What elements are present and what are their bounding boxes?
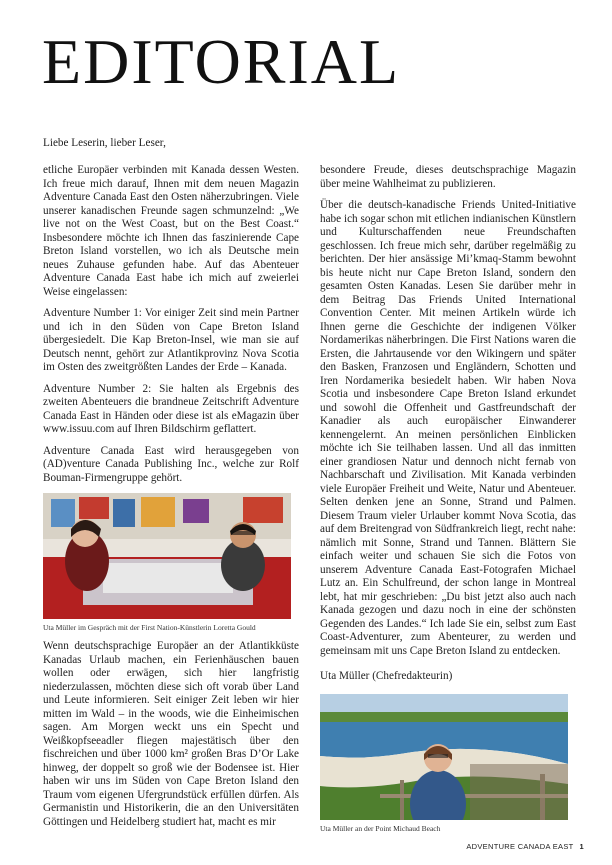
- paragraph: besondere Freude, dieses deutschsprachige Magazin über meine Wahlheimat zu publizieren.: [320, 164, 576, 190]
- left-column: [43, 164, 299, 837]
- beach-photo: [320, 694, 568, 820]
- magazine-name: ADVENTURE CANADA EAST: [466, 842, 574, 851]
- page-footer: [466, 842, 584, 851]
- salutation: Liebe Leserin, lieber Leser,: [43, 137, 166, 149]
- page-title: EDITORIAL: [42, 26, 401, 97]
- interview-photo: [43, 493, 291, 619]
- paragraph: Wenn deutschsprachige Europäer an der Atlantikküste Kanadas Urlaub machen, ein Ferienhäuschen bauen wollen oder erwägen, sich hier langfristig niederzulassen, möchten diese sich oft vorab über Land und Leute informieren. Seit einiger Zeit leben wir hier mitten im Wald – in the woods, wie die Einheimischen sagen. Am Morgen weckt uns ein Specht und Weißkopfseeadler fliegen majestätisch über den fischreichen und über 1000 km² großen Bras D’Or Lake hinweg, der doppelt so groß wie der Bodensee ist. Hier haben wir uns im Süden von Cape Breton Island den Traum vom eigenen Ufergrundstück erfüllen dürfen. Als Germanistin und Historikerin, die an den Universitäten Göttingen und Heidelberg studiert hat, macht es mir: [43, 640, 299, 828]
- photo-caption: Uta Müller im Gespräch mit der First Nation-Künstlerin Loretta Gould: [43, 623, 256, 632]
- paragraph: Adventure Number 2: Sie halten als Ergebnis des zweiten Abenteuers die brandneue Zeitschrift Adventure Canada East in Händen oder diese ist als eMagazin über www.issuu.com auf Ihren Bildschirm geflattert.: [43, 382, 299, 435]
- right-column: [320, 164, 576, 841]
- paragraph: Adventure Canada East wird herausgegeben von (AD)venture Canada Publishing Inc., welche zur Rolf Bouman-Firmengruppe gehört.: [43, 444, 299, 484]
- paragraph: Über die deutsch-kanadische Friends United-Initiative habe ich sogar schon mit etlichen indianischen Künstlern und Kulturschaffenden neue Freundschaften geschlossen. Ich freue mich sehr, darüber regelmäßig zu berichten. Der hier ansässige Mi’kmaq-Stamm bewohnt bis heute nicht nur Cape Breton Island, sondern den gesamten Osten Kanadas. Lesen Sie darüber mehr in dem Beitrag Das Friends United International Convention Center. Mit meinen Artikeln würde ich Ihnen gerne die Geschichte der indigenen Völker Nordamerikas näherbringen. Die First Nations waren die Ersten, die Jahrtausende vor den Wikingern und später den Basken, Franzosen und Engländern, Schotten und Iren Nordamerika besiedelt haben. Wir haben Nova Scotia und insbesondere Cape Breton Island erkundet und sowohl die Offenheit und Gastfreundschaft der Kanadier als auch europäischer Einwanderer kennengelernt. An meinen persönlichen Einblicken möchte ich Sie teilhaben lassen. Und all das inmitten einer grandiosen Natur und dennoch nicht fernab von Nachbarschaft und Zivilisation. Mit Kanada verbinden viele Europäer Freiheit und Weite, Natur und Abenteuer. Selten denken jene an Sonne, Strand und Palmen. Diesem Traum vieler Urlauber kommt Nova Scotia, das auf dem Breitengrad von Südfrankreich liegt, recht nahe: nämlich mit Sonne, Strand und Tannen. Blättern Sie einfach weiter und schauen Sie sich die Fotos von unserem Adventure Canada East-Fotografen Michael Lutz an. Ein Schulfreund, der schon lange in Montreal lebt, hat mir geschrieben: „Du bist jetzt also auch nach Kanada gezogen und dazu noch in eine der schönsten Gegenden des Landes.“ Ich lade Sie ein, selbst zum East Coast-Adventurer, zum Abenteurer, zu werden und gemeinsam mit uns Cape Breton Island zu entdecken.: [320, 199, 576, 657]
- signature: Uta Müller (Chefredakteurin): [320, 670, 453, 682]
- paragraph: Adventure Number 1: Vor einiger Zeit sind mein Partner und ich in den Süden von Cape Breton Island übergesiedelt. Die Kap Breton-Insel, wie man sie auf Deutsch nennt, gehört zur Atlantikprovinz Nova Scotia im Osten des zweitgrößten Landes der Erde – Kanada.: [43, 307, 299, 373]
- paragraph: etliche Europäer verbinden mit Kanada dessen Westen. Ich freue mich darauf, Ihnen mit dem neuen Magazin Adventure Canada East den Osten näherzubringen. Viele unserer kanadischen Freunde sagen schmunzelnd: „We live not on the West Coast, but on the Best Coast.“ Insbesondere möchte ich Ihnen das faszinierende Cape Breton Island vorstellen, wo ich als Deutsche mein neues Zuhause gefunden habe. Auf das Abenteuer Adventure Canada East habe ich mich auf zweierlei Weise eingelassen:: [43, 164, 299, 298]
- page-number: 1: [579, 842, 584, 851]
- photo-caption: Uta Müller an der Point Michaud Beach: [320, 823, 441, 833]
